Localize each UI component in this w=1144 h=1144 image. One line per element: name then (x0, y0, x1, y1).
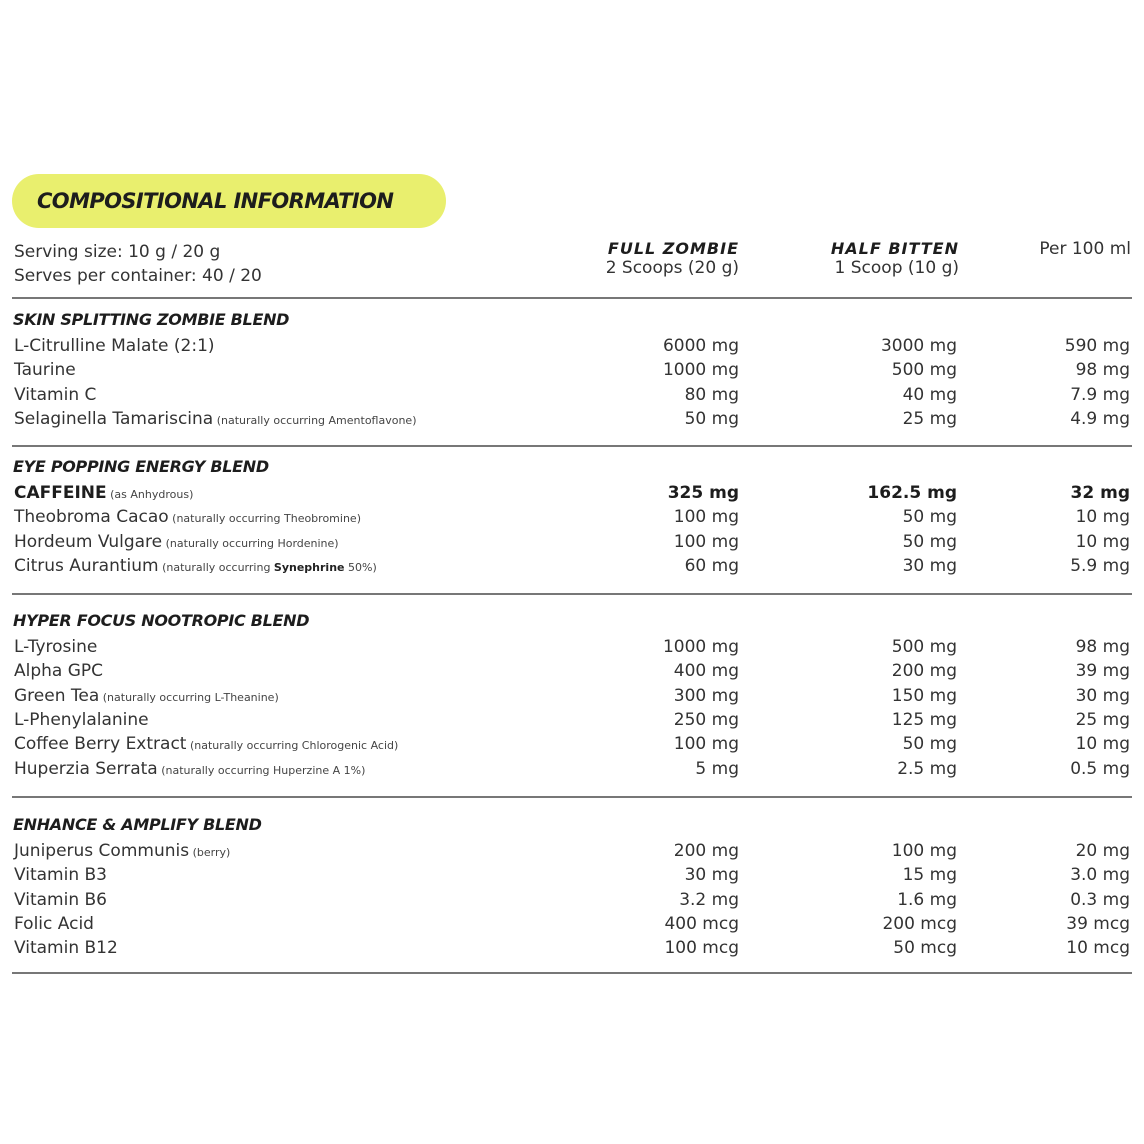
table-row (12, 360, 1132, 384)
ingredient-note (158, 764, 366, 777)
per-100ml-amount: 10 mg (1075, 734, 1130, 755)
section-title: ENHANCE & AMPLIFY BLEND (13, 815, 262, 834)
table-row (12, 661, 1132, 685)
per-100ml-amount: 4.9 mg (1070, 408, 1130, 429)
ingredient-name (14, 686, 279, 706)
per-100ml-amount: 98 mg (1075, 637, 1130, 657)
column-label: Per 100 ml (1039, 239, 1131, 259)
ingredient-label: L-Tyrosine (14, 637, 98, 657)
ingredient-name (14, 865, 107, 885)
ingredient-label: Juniperus Communis (14, 841, 190, 861)
page-title: COMPOSITIONAL INFORMATION (37, 189, 394, 213)
ingredient-name (14, 914, 94, 934)
half-bitten-amount: 50 mcg (893, 938, 957, 959)
half-bitten-amount: 500 mg (891, 360, 957, 381)
ingredient-label: Theobroma Cacao (14, 507, 169, 528)
per-100ml-amount: 0.3 mg (1070, 889, 1130, 910)
full-zombie-amount: 6000 mg (662, 336, 739, 356)
half-bitten-amount: 25 mg (902, 408, 957, 429)
half-bitten-amount: 15 mg (902, 865, 957, 886)
ingredient-label: CAFFEINE (14, 483, 107, 503)
half-bitten-amount: 100 mg (891, 841, 957, 861)
half-bitten-amount: 3000 mg (880, 336, 957, 356)
ingredient-note (159, 561, 377, 574)
ingredient-name (14, 532, 339, 552)
full-zombie-amount: 3.2 mg (679, 889, 739, 910)
table-row (12, 710, 1132, 734)
ingredient-label: Vitamin B12 (14, 938, 118, 959)
full-zombie-amount: 400 mg (673, 661, 739, 682)
ingredient-label: Alpha GPC (14, 661, 104, 682)
table-row (12, 507, 1132, 531)
per-100ml-amount: 10 mg (1075, 507, 1130, 528)
ingredient-label: Vitamin B6 (14, 889, 108, 910)
ingredient-note (162, 537, 338, 550)
ingredient-label: Folic Acid (14, 913, 94, 934)
per-100ml-amount: 0.5 mg (1070, 758, 1130, 779)
ingredient-name (14, 336, 215, 356)
note-text: (naturally occurring Chlorogenic Acid) (189, 739, 399, 753)
divider (12, 445, 1132, 447)
ingredient-name (14, 661, 103, 681)
column-header-half-bitten (831, 239, 959, 278)
note-text: (naturally occurring Amentoflavone) (216, 413, 417, 427)
half-bitten-amount: 50 mg (902, 734, 957, 755)
ingredient-name (14, 409, 417, 429)
ingredient-label: L-Phenylalanine (14, 709, 149, 730)
column-label: 1 Scoop (10 g) (834, 258, 959, 278)
full-zombie-amount: 80 mg (684, 384, 739, 405)
table-row (12, 841, 1132, 865)
table-row (12, 686, 1132, 710)
per-100ml-amount: 7.9 mg (1070, 384, 1130, 405)
table-row (12, 914, 1132, 938)
column-header-per-100ml (1039, 239, 1131, 259)
ingredient-name (14, 385, 96, 405)
half-bitten-amount: 2.5 mg (897, 758, 957, 779)
table-row (12, 556, 1132, 580)
per-100ml-amount: 3.0 mg (1070, 865, 1130, 886)
ingredient-name (14, 637, 97, 657)
ingredient-note (213, 414, 416, 427)
per-100ml-amount: 39 mcg (1066, 913, 1130, 934)
full-zombie-amount: 5 mg (695, 758, 739, 779)
per-100ml-amount: 32 mg (1070, 483, 1130, 503)
table-row (12, 532, 1132, 556)
full-zombie-amount: 200 mg (673, 841, 739, 861)
ingredient-name (14, 507, 361, 527)
per-100ml-amount: 10 mg (1075, 531, 1130, 552)
title-badge (12, 174, 446, 228)
ingredient-label: Selaginella Tamariscina (14, 408, 214, 429)
per-100ml-amount: 20 mg (1075, 841, 1130, 861)
ingredient-label: Coffee Berry Extract (14, 734, 187, 755)
ingredient-note (189, 846, 230, 859)
ingredient-name (14, 734, 398, 754)
per-100ml-amount: 30 mg (1075, 685, 1130, 706)
half-bitten-amount: 200 mcg (882, 913, 957, 934)
ingredient-name (14, 890, 107, 910)
per-100ml-amount: 5.9 mg (1070, 555, 1130, 576)
full-zombie-amount: 400 mcg (664, 913, 739, 934)
table-row (12, 759, 1132, 783)
ingredient-label: L-Citrulline Malate (2:1) (14, 336, 215, 356)
note-text: (as Anhydrous) (110, 488, 194, 501)
section-title: HYPER FOCUS NOOTROPIC BLEND (13, 611, 310, 630)
half-bitten-amount: 500 mg (891, 637, 957, 657)
ingredient-label: Hordeum Vulgare (14, 531, 163, 552)
divider (12, 972, 1132, 974)
note-bold-text: Synephrine (273, 560, 345, 574)
full-zombie-amount: 1000 mg (662, 637, 739, 657)
full-zombie-amount: 1000 mg (662, 360, 739, 381)
column-brand: FULL ZOMBIE (607, 239, 739, 258)
ingredient-label: Citrus Aurantium (14, 555, 159, 576)
ingredient-name (14, 360, 76, 380)
full-zombie-amount: 30 mg (684, 865, 739, 886)
note-text: (naturally occurring Theobromine) (172, 512, 361, 526)
half-bitten-amount: 150 mg (891, 685, 957, 706)
per-100ml-amount: 10 mcg (1066, 938, 1130, 959)
table-row (12, 865, 1132, 889)
ingredient-note (169, 512, 361, 525)
ingredient-label: Vitamin B3 (14, 865, 108, 886)
half-bitten-amount: 1.6 mg (897, 889, 957, 910)
ingredient-name (14, 759, 365, 779)
ingredient-name (14, 938, 118, 958)
table-row (12, 938, 1132, 962)
note-text: (berry) (192, 846, 231, 859)
half-bitten-amount: 50 mg (902, 531, 957, 552)
full-zombie-amount: 60 mg (684, 555, 739, 576)
ingredient-note (107, 488, 194, 501)
note-text: (naturally occurring Hordenine) (165, 536, 339, 550)
table-row (12, 336, 1132, 360)
note-text: (naturally occurring Huperzine A 1%) (161, 763, 366, 777)
column-label: 2 Scoops (20 g) (605, 258, 739, 278)
section-title: SKIN SPLITTING ZOMBIE BLEND (13, 310, 290, 329)
ingredient-name (14, 841, 230, 861)
half-bitten-amount: 50 mg (902, 507, 957, 528)
full-zombie-amount: 100 mg (673, 507, 739, 528)
serves-per-container: Serves per container: 40 / 20 (14, 266, 262, 286)
half-bitten-amount: 200 mg (891, 661, 957, 682)
table-row (12, 385, 1132, 409)
half-bitten-amount: 162.5 mg (867, 483, 957, 503)
ingredient-name (14, 710, 149, 730)
table-row (12, 409, 1132, 433)
ingredient-label: Vitamin C (14, 384, 97, 405)
full-zombie-amount: 300 mg (673, 685, 739, 706)
ingredient-name (14, 483, 193, 503)
full-zombie-amount: 100 mg (673, 734, 739, 755)
per-100ml-amount: 25 mg (1075, 709, 1130, 730)
full-zombie-amount: 325 mg (667, 483, 739, 503)
serving-size: Serving size: 10 g / 20 g (14, 242, 221, 262)
table-row (12, 734, 1132, 758)
per-100ml-amount: 39 mg (1075, 661, 1130, 682)
ingredient-name (14, 556, 377, 576)
ingredient-label: Green Tea (14, 685, 100, 706)
column-header-full-zombie (606, 239, 739, 278)
divider (12, 593, 1132, 595)
ingredient-label: Huperzia Serrata (14, 758, 158, 779)
full-zombie-amount: 50 mg (684, 408, 739, 429)
column-brand: HALF BITTEN (830, 239, 959, 258)
full-zombie-amount: 100 mcg (664, 938, 739, 959)
full-zombie-amount: 250 mg (673, 709, 739, 730)
table-row (12, 483, 1132, 507)
per-100ml-amount: 590 mg (1064, 336, 1130, 356)
full-zombie-amount: 100 mg (673, 531, 739, 552)
note-text: (naturally occurring L-Theanine) (102, 690, 279, 704)
table-row (12, 890, 1132, 914)
half-bitten-amount: 125 mg (891, 709, 957, 730)
ingredient-note (186, 739, 398, 752)
note-tail-text: 50%) (344, 560, 377, 574)
half-bitten-amount: 30 mg (902, 555, 957, 576)
divider (12, 796, 1132, 798)
divider (12, 297, 1132, 299)
half-bitten-amount: 40 mg (902, 384, 957, 405)
section-title: EYE POPPING ENERGY BLEND (13, 457, 269, 476)
note-text: (naturally occurring (162, 560, 274, 574)
ingredient-label: Taurine (14, 360, 76, 381)
table-row (12, 637, 1132, 661)
per-100ml-amount: 98 mg (1075, 360, 1130, 381)
ingredient-note (99, 691, 278, 704)
